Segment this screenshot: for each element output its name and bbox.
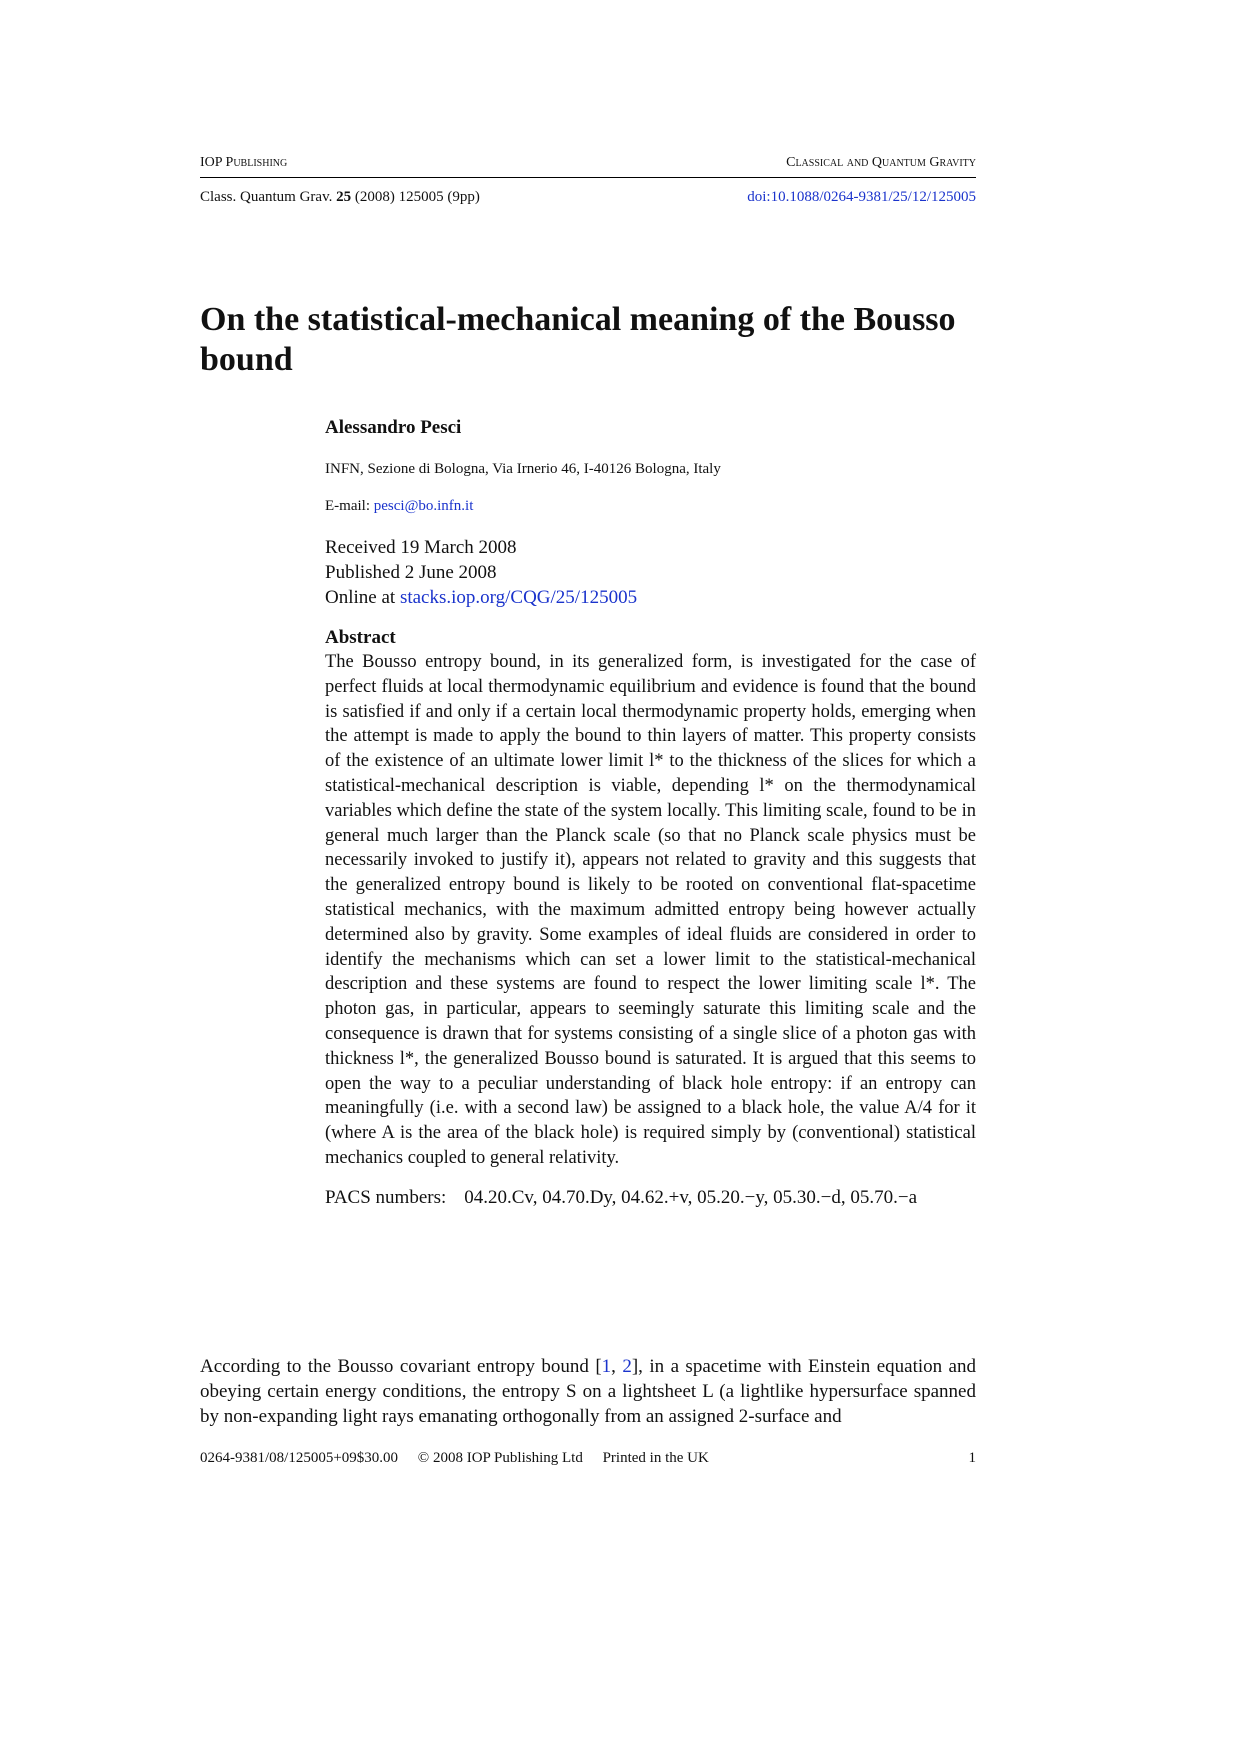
abstract-heading: Abstract bbox=[325, 627, 396, 648]
footer-info bbox=[200, 1450, 725, 1467]
abstract-text: The Bousso entropy bound, in its generalized form, is investigated for the case of perfect fluids at local thermodynamic equilibrium and evidence is found that the bound is satisfied if and only if a certain local thermodynamic property holds, emerging when the attempt is made to apply the bound to thin layers of matter. This property consists of the existence of an ultimate lower limit l* to the thickness of the slices for which a statistical-mechanical description is viable, depending l* on the thermodynamical variables which define the state of the system locally. This limiting scale, found to be in general much larger than the Planck scale (so that no Planck scale physics must be necessarily invoked to justify it), appears not related to gravity and this suggests that the generalized entropy bound is likely to be rooted on conventional flat-spacetime statistical mechanics, with the maximum admitted entropy being however actually determined also by gravity. Some examples of ideal fluids are considered in order to identify the mechanisms which can set a lower limit to the statistical-mechanical description and these systems are found to respect the lower limiting scale l*. The photon gas, in particular, appears to seemingly saturate this limiting scale and the consequence is drawn that for systems consisting of a single slice of a photon gas with thickness l*, the generalized Bousso bound is saturated. It is argued that this seems to open the way to a peculiar understanding of black hole entropy: if an entropy can meaningfully (i.e. with a second law) be assigned to a black hole, the value A/4 for it (where A is the area of the black hole) is required simply by (conventional) statistical mechanics coupled to general relativity. bbox=[325, 652, 976, 1168]
footer-code: 0264-9381/08/125005+09$30.00 bbox=[200, 1450, 399, 1466]
affiliation: INFN, Sezione di Bologna, Via Irnerio 46, I-40126 Bologna, Italy bbox=[325, 461, 721, 477]
published-date: Published 2 June 2008 bbox=[325, 562, 497, 583]
pacs-label: PACS numbers: bbox=[325, 1186, 447, 1208]
doi-link[interactable]: doi:10.1088/0264-9381/25/12/125005 bbox=[747, 189, 976, 205]
reference-link-2[interactable]: 2 bbox=[622, 1356, 632, 1377]
footer-copyright: © 2008 IOP Publishing Ltd bbox=[417, 1450, 583, 1466]
page-number: 1 bbox=[968, 1450, 976, 1466]
received-date: Received 19 March 2008 bbox=[325, 537, 517, 558]
email-label: E-mail: bbox=[325, 498, 370, 514]
reference-link-1[interactable]: 1 bbox=[601, 1356, 612, 1377]
body-text-rest: ], in a spacetime with Einstein equation and obeying certain energy conditions, the entropy S on a lightsheet L (a lightlike hypersurface spanned by non-expanding light rays emanating orthogonally from an assigned 2-surface and bbox=[200, 1356, 976, 1427]
citation bbox=[200, 189, 480, 206]
running-head bbox=[200, 155, 976, 206]
citation-prefix: Class. Quantum Grav. bbox=[200, 189, 337, 205]
pacs-numbers bbox=[325, 1187, 976, 1209]
online-link[interactable]: stacks.iop.org/CQG/25/125005 bbox=[399, 587, 638, 608]
pacs-values: 04.20.Cv, 04.70.Dy, 04.62.+v, 05.20.−y, 05.30.−d, 05.70.−a bbox=[464, 1186, 918, 1208]
author-name: Alessandro Pesci bbox=[325, 417, 462, 438]
email-line bbox=[325, 498, 976, 515]
paper-title: On the statistical-mechanical meaning of the Bousso bound bbox=[200, 301, 956, 378]
citation-suffix: (2008) 125005 (9pp) bbox=[351, 189, 480, 205]
publication-dates bbox=[325, 535, 976, 610]
online-prefix: Online at bbox=[325, 587, 400, 608]
body-text-start: According to the Bousso covariant entropy bound [ bbox=[200, 1356, 602, 1377]
body-paragraph bbox=[200, 1355, 976, 1429]
reference-separator: , bbox=[611, 1356, 623, 1377]
email-link[interactable]: pesci@bo.infn.it bbox=[373, 498, 474, 514]
publisher-name: IOP Publishing bbox=[200, 155, 288, 170]
online-line bbox=[325, 585, 976, 610]
front-matter bbox=[325, 417, 976, 1209]
footer-printed: Printed in the UK bbox=[602, 1450, 709, 1466]
journal-name: Classical and Quantum Gravity bbox=[786, 155, 976, 170]
citation-volume: 25 bbox=[336, 189, 352, 205]
page-footer bbox=[200, 1450, 976, 1467]
